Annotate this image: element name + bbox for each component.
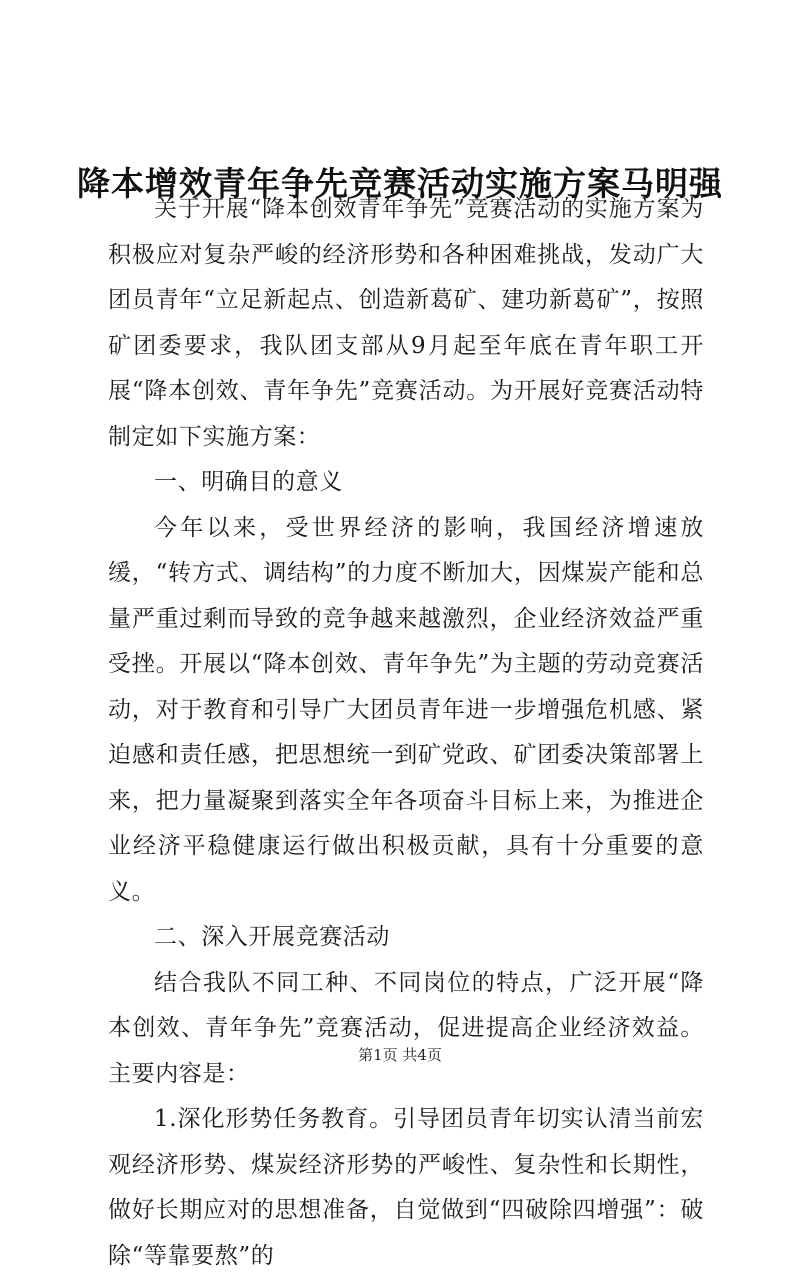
page-footer: 第1页 共4页 <box>358 1046 442 1064</box>
paragraph-section-2: 结合我队不同工种、不同岗位的特点，广泛开展“降本创效、青年争先”竞赛活动，促进提高企业经济效益。主要内容是： <box>108 969 704 1087</box>
paragraph-intro: 关于开展“降本创效青年争先”竞赛活动的实施方案为积极应对复杂严峻的经济形势和各种困难挑战，发动广大团员青年“立足新起点、创造新葛矿、建功新葛矿”，按照矿团委要求，我队团支部从9月起至年底在青年职工开展“降本创效、青年争先”竞赛活动。为开展好竞赛活动特制定如下实施方案： <box>108 196 704 450</box>
section-heading-1: 一、明确目的意义 <box>154 469 343 495</box>
document-body <box>108 187 704 1279</box>
section-heading-2: 二、深入开展竞赛活动 <box>154 924 390 950</box>
paragraph-section-1: 今年以来，受世界经济的影响，我国经济增速放缓，“转方式、调结构”的力度不断加大，因煤炭产能和总量严重过剩而导致的竞争越来越激烈，企业经济效益严重受挫。开展以“降本创效、青年争先”为主题的劳动竞赛活动，对于教育和引导广大团员青年进一步增强危机感、紧迫感和责任感，把思想统一到矿党政、矿团委决策部署上来，把力量凝聚到落实全年各项奋斗目标上来，为推进企业经济平稳健康运行做出积极贡献，具有十分重要的意义。 <box>108 514 704 905</box>
paragraph-item-1: 1.深化形势任务教育。引导团员青年切实认清当前宏观经济形势、煤炭经济形势的严峻性、复杂性和长期性，做好长期应对的思想准备，自觉做到“四破除四增强”：破除“等靠要熬”的 <box>108 1106 704 1269</box>
document-title: 降本增效青年争先竞赛活动实施方案马明强 <box>77 164 723 204</box>
